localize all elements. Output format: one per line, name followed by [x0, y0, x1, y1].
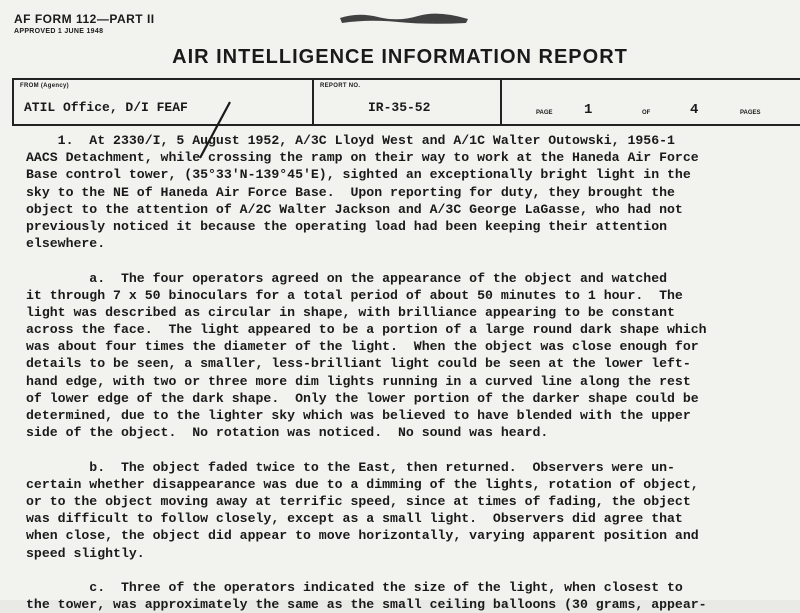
report-number-value: IR-35-52: [368, 100, 431, 115]
redaction-stamp: [338, 10, 470, 26]
form-id: AF FORM 112—PART II: [14, 12, 155, 26]
text-line: c. Three of the operators indicated the size of the light, when closest to: [26, 579, 683, 595]
text-line: was about four times the diameter of the light. When the object was close enough for: [26, 339, 699, 355]
report-number-cell: [312, 80, 500, 124]
from-label: FROM (Agency): [20, 83, 69, 89]
text-line: b. The object faded twice to the East, then returned. Observers were un-: [26, 459, 675, 475]
page-count-cell: [500, 80, 800, 124]
text-line: was difficult to follow closely, except as a small light. Observers did agree that: [26, 511, 683, 527]
text-line: or to the object moving away at terrific speed, since at times of fading, the object: [26, 493, 691, 509]
paragraph-gap: [26, 562, 766, 579]
text-line: hand edge, with two or three more dim lights running in a curved line along the rest: [26, 373, 691, 389]
report-header-table: [12, 78, 800, 126]
paragraph-gap: [26, 441, 766, 458]
text-line: Base control tower, (35°33'N-139°45'E), sighted an exceptionally bright light in the: [26, 167, 691, 183]
from-cell: [12, 80, 312, 124]
text-line: the tower, was approximately the same as the small ceiling balloons (30 grams, appear-: [26, 597, 707, 613]
text-line: light was described as circular in shape, with brilliance appearing to be constant: [26, 304, 675, 320]
paragraph-a: [26, 270, 766, 442]
report-body: [26, 132, 766, 613]
text-line: 1. At 2330/I, 5 August 1952, A/3C Lloyd West and A/1C Walter Outowski, 1956-1: [26, 133, 675, 148]
text-line: certain whether disappearance was due to a dimming of the lights, rotation of object,: [26, 476, 699, 492]
text-line: it through 7 x 50 binoculars for a total period of about 50 minutes to 1 hour. The: [26, 287, 683, 303]
paragraph-c: [26, 579, 766, 613]
page-number: 1: [584, 102, 593, 118]
text-line: details to be seen, a smaller, less-brilliant light could be seen at the lower left-: [26, 356, 691, 372]
approval-date: APPROVED 1 JUNE 1948: [14, 28, 104, 35]
pages-label: PAGES: [740, 110, 761, 116]
report-number-label: REPORT NO.: [320, 83, 361, 89]
from-value: ATIL Office, D/I FEAF: [24, 100, 188, 115]
text-line: speed slightly.: [26, 545, 145, 561]
paragraph-1: [26, 132, 766, 252]
text-line: across the face. The light appeared to be a portion of a large round dark shape which: [26, 322, 707, 338]
text-line: a. The four operators agreed on the appearance of the object and watched: [26, 270, 668, 286]
text-line: side of the object. No rotation was noticed. No sound was heard.: [26, 425, 549, 441]
paragraph-gap: [26, 252, 766, 269]
text-line: sky to the NE of Haneda Air Force Base. Upon reporting for duty, they brought the: [26, 184, 675, 200]
text-line: determined, due to the lighter sky which was believed to have blended with the upper: [26, 408, 691, 423]
total-pages: 4: [690, 102, 699, 118]
page-label: PAGE: [536, 110, 553, 116]
text-line: object to the attention of A/2C Walter Jackson and A/3C George LaGasse, who had not: [26, 201, 683, 217]
text-line: of lower edge of the dark shape. Only the lower portion of the darker shape could be: [26, 390, 699, 406]
text-line: AACS Detachment, while crossing the ramp on their way to work at the Haneda Air Force: [26, 150, 699, 166]
text-line: previously noticed it because the operating load had been keeping their attention: [26, 218, 668, 234]
of-label: OF: [642, 110, 651, 116]
report-title: AIR INTELLIGENCE INFORMATION REPORT: [172, 46, 628, 68]
text-line: when close, the object did appear to move horizontally, varying apparent position and: [26, 528, 699, 544]
text-line: elsewhere.: [26, 236, 106, 252]
paragraph-b: [26, 459, 766, 562]
